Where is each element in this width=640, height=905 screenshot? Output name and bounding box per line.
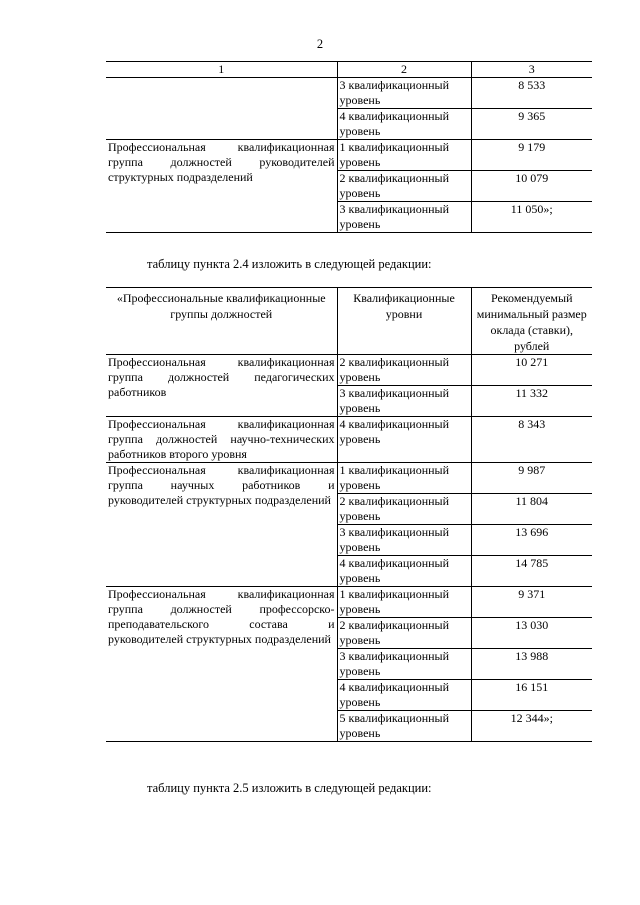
level-cell: 1 квалификационный уровень [337, 463, 471, 494]
column-number-1: 1 [106, 62, 337, 78]
level-cell: 4 квалификационный уровень [337, 109, 471, 140]
level-cell: 3 квалификационный уровень [337, 386, 471, 417]
table-header-row [106, 62, 592, 78]
salary-cell: 8 533 [471, 78, 592, 109]
table-row [106, 587, 592, 618]
salary-cell: 10 079 [471, 171, 592, 202]
level-cell: 3 квалификационный уровень [337, 202, 471, 233]
level-cell: 1 квалификационный уровень [337, 140, 471, 171]
header-levels: Квалификационные уровни [337, 288, 471, 355]
salary-cell: 8 343 [471, 417, 592, 463]
salary-table-continuation [106, 61, 592, 233]
salary-cell: 14 785 [471, 556, 592, 587]
salary-cell: 16 151 [471, 680, 592, 711]
table-row [106, 78, 592, 109]
salary-cell: 11 332 [471, 386, 592, 417]
level-cell: 3 квалификационный уровень [337, 525, 471, 556]
level-cell: 3 квалификационный уровень [337, 649, 471, 680]
salary-table-2-4 [106, 287, 592, 742]
group-name-cell: Профессиональная квалификационная группа должностей научно-технических работников второго уровня [106, 417, 337, 463]
instruction-paragraph: таблицу пункта 2.4 изложить в следующей редакции: [147, 257, 432, 271]
level-cell: 4 квалификационный уровень [337, 680, 471, 711]
group-name-cell [106, 78, 337, 140]
salary-cell: 9 365 [471, 109, 592, 140]
salary-cell: 10 271 [471, 355, 592, 386]
level-cell: 2 квалификационный уровень [337, 494, 471, 525]
column-number-3: 3 [471, 62, 592, 78]
salary-cell: 13 030 [471, 618, 592, 649]
group-name-cell: Профессиональная квалификационная группа должностей руководителей структурных подразделений [106, 140, 337, 233]
table-row [106, 463, 592, 494]
level-cell: 4 квалификационный уровень [337, 417, 471, 463]
page-number: 2 [316, 37, 324, 51]
group-name-cell: Профессиональная квалификационная группа должностей педагогических работников [106, 355, 337, 417]
level-cell: 3 квалификационный уровень [337, 78, 471, 109]
salary-cell: 13 696 [471, 525, 592, 556]
level-cell: 1 квалификационный уровень [337, 587, 471, 618]
level-cell: 5 квалификационный уровень [337, 711, 471, 742]
header-groups: «Профессиональные квалификационные группы должностей [106, 288, 337, 355]
instruction-paragraph: таблицу пункта 2.5 изложить в следующей редакции: [147, 781, 432, 795]
header-salary: Рекомендуемый минимальный размер оклада (ставки), рублей [471, 288, 592, 355]
table-header-row [106, 288, 592, 355]
level-cell: 2 квалификационный уровень [337, 355, 471, 386]
group-name-cell: Профессиональная квалификационная группа должностей профессорско-преподавательского состава и руководителей структурных подразделений [106, 587, 337, 742]
table-row [106, 355, 592, 386]
salary-cell: 12 344»; [471, 711, 592, 742]
table-row [106, 417, 592, 463]
group-name-cell: Профессиональная квалификационная группа научных работников и руководителей структурных подразделений [106, 463, 337, 587]
level-cell: 2 квалификационный уровень [337, 618, 471, 649]
salary-cell: 13 988 [471, 649, 592, 680]
salary-cell: 9 179 [471, 140, 592, 171]
level-cell: 2 квалификационный уровень [337, 171, 471, 202]
salary-cell: 9 371 [471, 587, 592, 618]
salary-cell: 11 804 [471, 494, 592, 525]
column-number-2: 2 [337, 62, 471, 78]
level-cell: 4 квалификационный уровень [337, 556, 471, 587]
salary-cell: 9 987 [471, 463, 592, 494]
table-row [106, 140, 592, 171]
salary-cell: 11 050»; [471, 202, 592, 233]
